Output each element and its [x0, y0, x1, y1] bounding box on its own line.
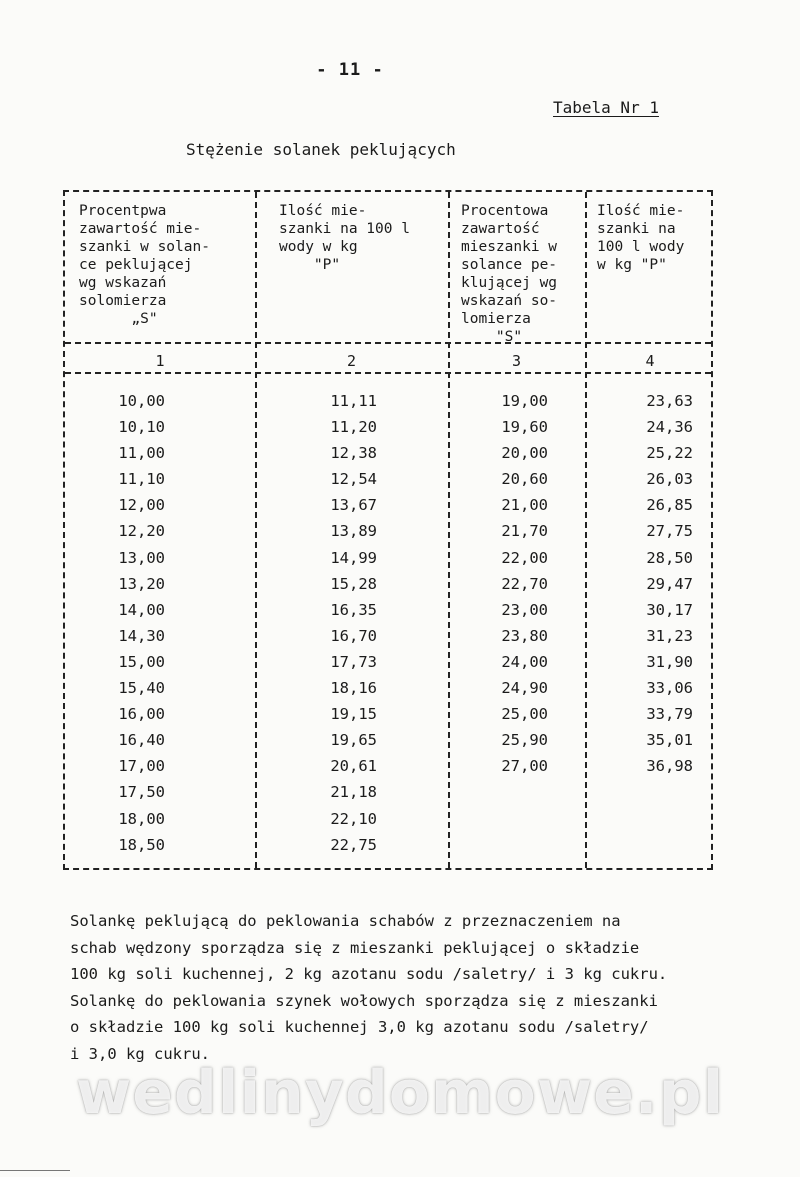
table-cell: 20,61 — [330, 757, 377, 776]
table-cell: 16,40 — [118, 731, 165, 750]
table-cell: 12,38 — [330, 444, 377, 463]
table-cell: 19,65 — [330, 731, 377, 750]
table-cell: 11,10 — [118, 470, 165, 489]
table-cell: 13,89 — [330, 522, 377, 541]
header-col-3: Procentowa zawartość mieszanki w solance pe- klującej wg wskazań so- lomierza "S" — [461, 203, 558, 345]
table-cell: 14,99 — [330, 548, 377, 567]
table-cell: 11,20 — [330, 418, 377, 437]
table-cell: 20,60 — [501, 470, 548, 489]
table-cell: 11,11 — [330, 392, 377, 410]
table-cell: 35,01 — [646, 731, 693, 750]
table-cell: 22,70 — [501, 574, 548, 593]
brine-concentration-table — [63, 190, 713, 870]
column-1-values — [105, 388, 165, 858]
table-cell: 36,98 — [646, 757, 693, 776]
table-cell: 25,22 — [646, 444, 693, 463]
table-cell: 19,60 — [501, 418, 548, 437]
table-cell: 25,90 — [501, 731, 548, 750]
table-cell: 24,36 — [646, 418, 693, 437]
table-cell: 25,00 — [501, 705, 548, 724]
table-cell: 13,20 — [118, 574, 165, 593]
paragraph-line: 100 kg soli kuchennej, 2 kg azotanu sodu /saletry/ i 3 kg cukru. — [70, 965, 668, 983]
table-cell: 11,00 — [118, 444, 165, 463]
column-3-values — [485, 388, 548, 779]
table-cell: 12,54 — [330, 470, 377, 489]
column-4-values — [631, 388, 693, 779]
table-cell: 10,00 — [118, 392, 165, 410]
bottom-rule — [0, 1170, 70, 1171]
column-number-3: 3 — [511, 352, 522, 370]
paragraph-line: Solankę peklującą do peklowania schabów z przeznaczeniem na — [70, 912, 621, 930]
table-label: Tabela Nr 1 — [553, 98, 659, 117]
table-cell: 33,79 — [646, 705, 693, 724]
column-divider — [255, 192, 257, 868]
body-paragraph — [70, 908, 760, 1067]
table-cell: 18,50 — [118, 835, 165, 854]
header-col-2: Ilość mie- szanki na 100 l wody w kg "P" — [279, 203, 410, 273]
table-cell: 15,40 — [118, 679, 165, 698]
table-cell: 23,80 — [501, 626, 548, 645]
table-cell: 27,00 — [501, 757, 548, 776]
paragraph-line: schab wędzony sporządza się z mieszanki peklującej o składzie — [70, 938, 640, 957]
table-cell: 13,67 — [330, 496, 377, 515]
table-cell: 21,00 — [501, 496, 548, 515]
table-cell: 26,85 — [646, 496, 693, 515]
table-cell: 17,00 — [118, 757, 165, 776]
table-cell: 16,35 — [330, 600, 377, 619]
watermark: wedlinydomowe.pl — [75, 1058, 725, 1128]
table-cell: 15,28 — [330, 574, 377, 593]
table-cell: 14,00 — [118, 600, 165, 619]
table-cell: 28,50 — [646, 548, 693, 567]
table-cell: 29,47 — [646, 574, 693, 593]
table-cell: 12,20 — [118, 522, 165, 541]
table-cell: 17,73 — [330, 652, 377, 671]
column-2-values — [315, 388, 377, 858]
column-divider — [585, 192, 587, 868]
table-cell: 27,75 — [646, 522, 693, 541]
paragraph-line: i 3,0 kg cukru. — [70, 1044, 210, 1063]
table-cell: 22,10 — [330, 809, 377, 828]
table-cell: 26,03 — [646, 470, 693, 489]
table-cell: 31,23 — [646, 626, 693, 645]
page-number: - 11 - — [316, 60, 384, 80]
table-cell: 21,18 — [330, 783, 377, 802]
column-number-2: 2 — [346, 352, 357, 370]
table-cell: 24,90 — [501, 679, 548, 698]
table-cell: 18,00 — [118, 809, 165, 828]
table-cell: 13,00 — [118, 548, 165, 567]
table-cell: 21,70 — [501, 522, 548, 541]
header-col-1: Procentpwa zawartość mie- szanki w solan- ce peklującej wg wskazań solomierza „S" — [79, 203, 210, 327]
table-cell: 22,75 — [330, 835, 377, 854]
table-cell: 19,15 — [330, 705, 377, 724]
table-cell: 18,16 — [330, 679, 377, 698]
table-cell: 12,00 — [118, 496, 165, 515]
table-cell: 20,00 — [501, 444, 548, 463]
table-cell: 23,63 — [646, 392, 693, 410]
column-number-1: 1 — [155, 352, 165, 370]
table-cell: 17,50 — [118, 783, 165, 802]
header-divider — [65, 342, 711, 344]
table-cell: 16,70 — [330, 626, 377, 645]
table-cell: 15,00 — [118, 652, 165, 671]
table-cell: 33,06 — [646, 679, 693, 698]
paragraph-line: Solankę do peklowania szynek wołowych sporządza się z mieszanki — [70, 991, 658, 1010]
table-cell: 19,00 — [501, 392, 548, 410]
table-cell: 22,00 — [501, 548, 548, 567]
table-cell: 14,30 — [118, 626, 165, 645]
paragraph-line: o składzie 100 kg soli kuchennej 3,0 kg azotanu sodu /saletry/ — [70, 1018, 649, 1036]
table-cell: 24,00 — [501, 652, 548, 671]
column-divider — [448, 192, 450, 868]
header-col-4: Ilość mie- szanki na 100 l wody w kg "P" — [597, 203, 685, 273]
table-title: Stężenie solanek peklujących — [186, 140, 456, 159]
table-cell: 10,10 — [118, 418, 165, 437]
table-cell: 16,00 — [118, 705, 165, 724]
table-cell: 23,00 — [501, 600, 548, 619]
table-cell: 30,17 — [646, 600, 693, 619]
column-number-divider — [65, 372, 711, 374]
column-number-4: 4 — [645, 352, 655, 370]
table-cell: 31,90 — [646, 652, 693, 671]
